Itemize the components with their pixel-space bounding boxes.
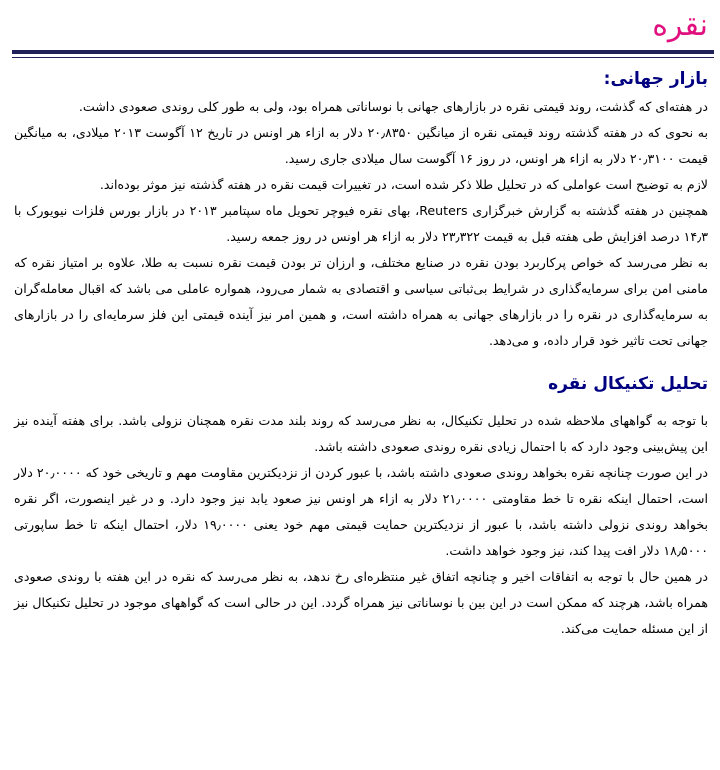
paragraph: لازم به توضیح است عواملی که در تحلیل طلا ذکر شده است، در تغییرات قیمت نقره در هفته گذشته نیز موثر بوده‌اند.: [99, 177, 708, 192]
paragraph: به نظر می‌رسد که خواص پرکاربرد بودن نقره در صنایع مختلف، و ارزان تر بودن قیمت نقره نسبت به طلا، علاوه بر امتیاز نقره که مامنی امن برای سرمایه‌گذاری در شرایط بی‌ثباتی سیاسی و اقتصادی به شمار می‌رود، همواره عاملی می باشد که اقبال معامله‌گران به سرمایه‌گذاری در نقره را در بازارهای جهانی به همراه داشته است، و همین امر نیز آینده قیمتی این فلز سرمایه‌ای را در بازارهای جهانی تحت تاثیر خود قرار داده، و می‌دهد.: [14, 255, 708, 348]
title-divider-thin: [12, 57, 714, 58]
title-divider-thick: [12, 50, 714, 54]
paragraph: همچنین در هفته گذشته به گزارش خبرگزاری Reuters، بهای نقره فیوچر تحویل ماه سپتامبر ۲۰۱۳ در بازار بورس فلزات نیویورک با ۱۴٫۳ درصد افزایش طی هفته قبل به قیمت ۲۳٫۳۲۲ دلار به ازاء هر اونس در روز جمعه رسید.: [14, 203, 708, 244]
section-heading-technical-analysis: تحلیل تکنیکال نقره: [548, 374, 708, 394]
paragraph: در همین حال با توجه به اتفاقات اخیر و چنانچه اتفاق غیر منتظره‌ای رخ ندهد، به نظر می‌رسد که نقره در این هفته با روندی صعودی همراه باشد، هرچند که ممکن است در این بین با نوساناتی نیز همراه گردد. این در حالی است که گواههای موجود در تحلیل تکنیکال نیز از این مسئله حمایت می‌کند.: [14, 569, 708, 636]
section-spacer: [14, 400, 708, 408]
article-body: [14, 64, 708, 642]
paragraph: با توجه به گواههای ملاحظه شده در تحلیل تکنیکال، به نظر می‌رسد که روند بلند مدت نقره همچنان نزولی باشد. برای هفته آینده نیز این پیش‌بینی وجود دارد که با احتمال زیادی نقره روندی صعودی داشته باشد.: [14, 413, 708, 454]
page-title: نقره: [652, 8, 708, 43]
section-heading-world-market: بازار جهانی:: [603, 69, 708, 89]
paragraph: در هفته‌ای که گذشت، روند قیمتی نقره در بازارهای جهانی با نوساناتی همراه بود، ولی به طور کلی روندی صعودی داشت.: [78, 99, 708, 114]
paragraph: به نحوی که در هفته گذشته روند قیمتی نقره از میانگین ۲۰٫۸۳۵۰ دلار به ازاء هر اونس در تاریخ ۱۲ آگوست ۲۰۱۳ میلادی، به میانگین قیمت ۲۰٫۳۱۰۰ دلار به ازاء هر اونس، در روز ۱۶ آگوست سال میلادی جاری رسید.: [14, 125, 708, 166]
paragraph: در این صورت چنانچه نقره بخواهد روندی صعودی داشته باشد، با عبور کردن از نزدیکترین مقاومت مهم و تاریخی خود که ۲۰٫۰۰۰۰ دلار است، احتمال اینکه نقره تا خط مقاومتی ۲۱٫۰۰۰۰ دلار به ازاء هر اونس نیز صعود یابد نیز وجود دارد. و در غیر اینصورت، اگر نقره بخواهد روندی نزولی داشته باشد، با عبور از نزدیکترین حمایت قیمتی مهم خود یعنی ۱۹٫۰۰۰۰ دلار، احتمال اینکه تا خط ساپورتی ۱۸٫۵۰۰۰ دلار افت پیدا کند، نیز وجود خواهد داشت.: [14, 465, 709, 558]
